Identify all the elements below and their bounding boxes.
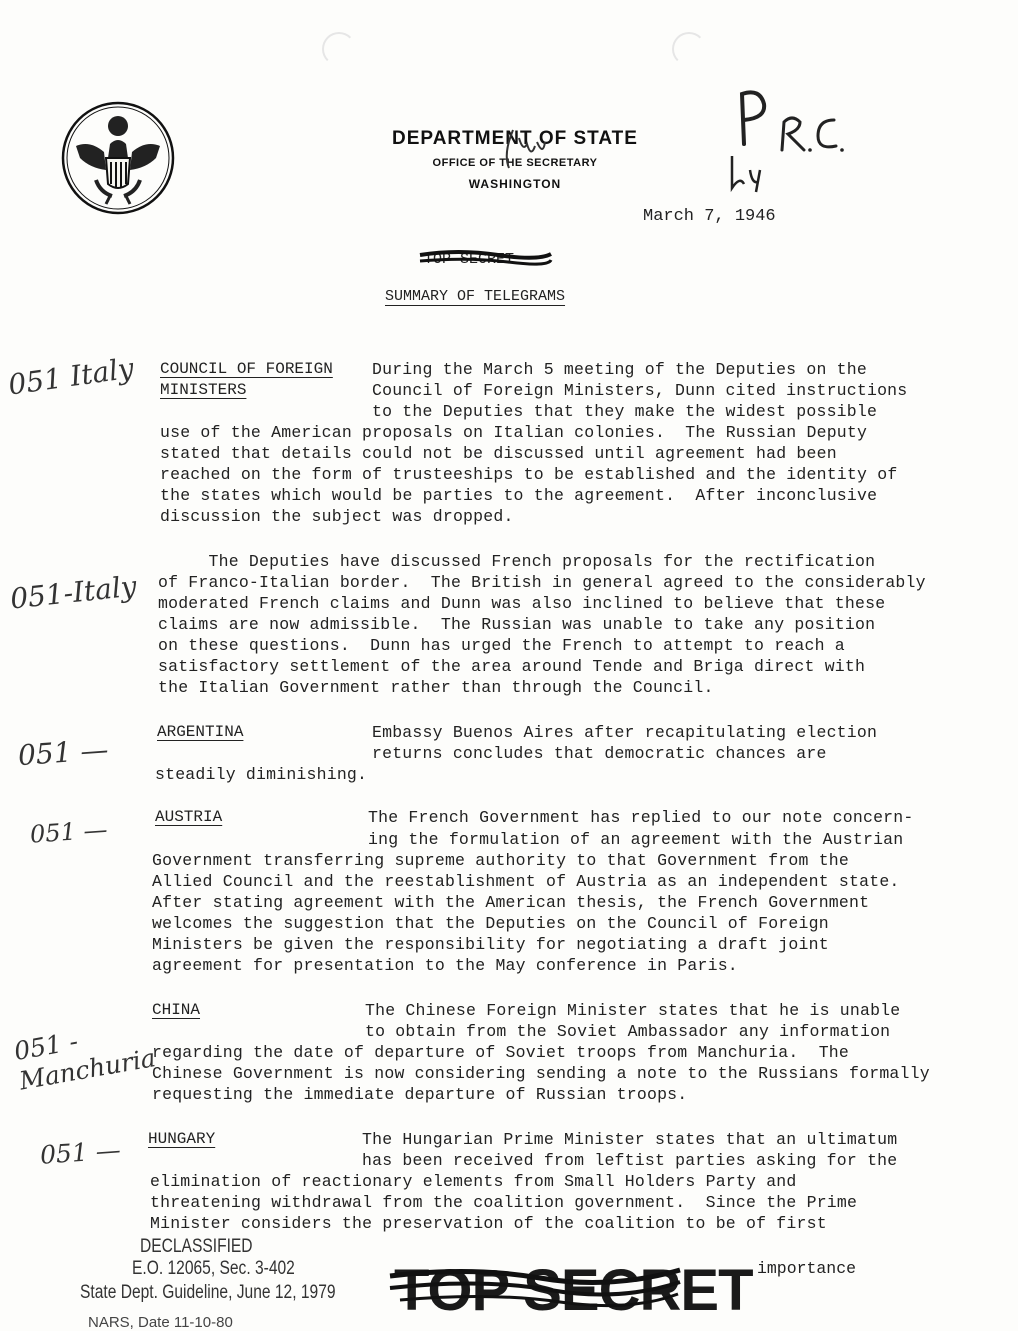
subject-china: CHINA (152, 1001, 201, 1019)
eo-stamp: E.O. 12065, Sec. 3-402 (132, 1258, 295, 1279)
text-line: requesting the immediate departure of Russian troops. (152, 1085, 688, 1104)
text-line: moderated French claims and Dunn was also inclined to believe that these (158, 594, 886, 613)
document-title: SUMMARY OF TELEGRAMS (385, 288, 566, 305)
margin-note-hungary: 051 — (39, 1135, 122, 1170)
text-line: Council of Foreign Ministers, Dunn cited instructions (372, 381, 908, 400)
text-line: steadily diminishing. (155, 765, 368, 784)
text-line: The Chinese Foreign Minister states that he is unable (365, 1001, 901, 1020)
struck-classification (418, 247, 553, 269)
subject-council: COUNCIL OF FOREIGN (160, 360, 333, 378)
text-line: The French Government has replied to our note concern- (368, 808, 914, 827)
text-line: reached on the form of trusteeships to be established and the identity of (160, 465, 898, 484)
text-line: claims are now admissible. The Russian was unable to take any position (158, 615, 876, 634)
text-line: Allied Council and the reestablishment of Austria as an independent state. (152, 872, 900, 891)
subject-hungary: HUNGARY (148, 1130, 216, 1148)
text-line: welcomes the suggestion that the Deputies on the Council of Foreign (152, 914, 829, 933)
text-line: The Deputies have discussed French proposals for the rectification (158, 552, 876, 571)
text-line: satisfactory settlement of the area around Tende and Briga direct with (158, 657, 866, 676)
declassified-stamp: DECLASSIFIED (140, 1236, 253, 1257)
text-line: The Hungarian Prime Minister states that an ultimatum (362, 1130, 898, 1149)
continuation-word: importance (757, 1259, 857, 1278)
nars-stamp: NARS, Date 11-10-80 (88, 1314, 233, 1331)
text-line: stated that details could not be discussed until agreement had been (160, 444, 837, 463)
text-line: Minister considers the preservation of the coalition to be of first (150, 1214, 827, 1233)
text-line: Ministers be given the responsibility for negotiating a draft joint (152, 935, 829, 954)
top-secret-stamp-text: TOP SECRET (394, 1258, 753, 1323)
text-line: discussion the subject was dropped. (160, 507, 514, 526)
text-line: returns concludes that democratic chances are (372, 744, 827, 763)
text-line: agreement for presentation to the May conference in Paris. (152, 956, 738, 975)
text-line: to the Deputies that they make the widest possible (372, 402, 878, 421)
text-line: regarding the date of departure of Soviet troops from Manchuria. The (152, 1043, 850, 1062)
text-line: has been received from leftist parties asking for the (362, 1151, 898, 1170)
text-line: Embassy Buenos Aires after recapitulating election (372, 723, 878, 742)
hole-mark (322, 32, 356, 66)
department-name: DEPARTMENT OF STATE (392, 128, 638, 149)
text-line: the Italian Government rather than through the Council. (158, 678, 714, 697)
margin-note-argentina: 051 — (16, 732, 110, 773)
margin-note-china: 051 - Manchuria (11, 1026, 158, 1096)
text-line: use of the American proposals on Italian colonies. The Russian Deputy (160, 423, 868, 442)
struck-classification-text: TOP SECRET (424, 251, 515, 268)
handwritten-scribble (395, 124, 555, 184)
department-seal-icon (60, 100, 176, 216)
text-line: After stating agreement with the American thesis, the French Government (152, 893, 870, 912)
text-line: the states which would be parties to the agreement. After inconclusive (160, 486, 878, 505)
text-line: Chinese Government is now considering sending a note to the Russians formally (152, 1064, 930, 1083)
text-line: ing the formulation of an agreement with the Austrian (368, 830, 904, 849)
margin-note-border: 051-Italy (8, 569, 139, 616)
text-line: on these questions. Dunn has urged the French to attempt to reach a (158, 636, 845, 655)
guideline-stamp: State Dept. Guideline, June 12, 1979 (80, 1282, 336, 1303)
subject-argentina: ARGENTINA (157, 723, 244, 741)
office-name: OFFICE OF THE SECRETARY (432, 157, 598, 169)
top-secret-stamp (390, 1248, 753, 1330)
margin-note-council: 051 Italy (6, 351, 136, 402)
text-line: threatening withdrawal from the coalition government. Since the Prime (150, 1193, 858, 1212)
city-name: WASHINGTON (468, 177, 562, 191)
document-date: March 7, 1946 (643, 207, 776, 226)
margin-note-austria: 051 — (29, 815, 109, 849)
subject-council-2: MINISTERS (160, 381, 247, 399)
handwritten-annotation (730, 84, 870, 194)
text-line: Government transferring supreme authority to that Government from the (152, 851, 850, 870)
text-line: of Franco-Italian border. The British in general agreed to the considerably (158, 573, 926, 592)
hole-mark (672, 32, 706, 66)
text-line: to obtain from the Soviet Ambassador any information (365, 1022, 891, 1041)
text-line: During the March 5 meeting of the Deputies on the (372, 360, 867, 379)
text-line: elimination of reactionary elements from Small Holders Party and (150, 1172, 797, 1191)
subject-austria: AUSTRIA (155, 808, 223, 826)
